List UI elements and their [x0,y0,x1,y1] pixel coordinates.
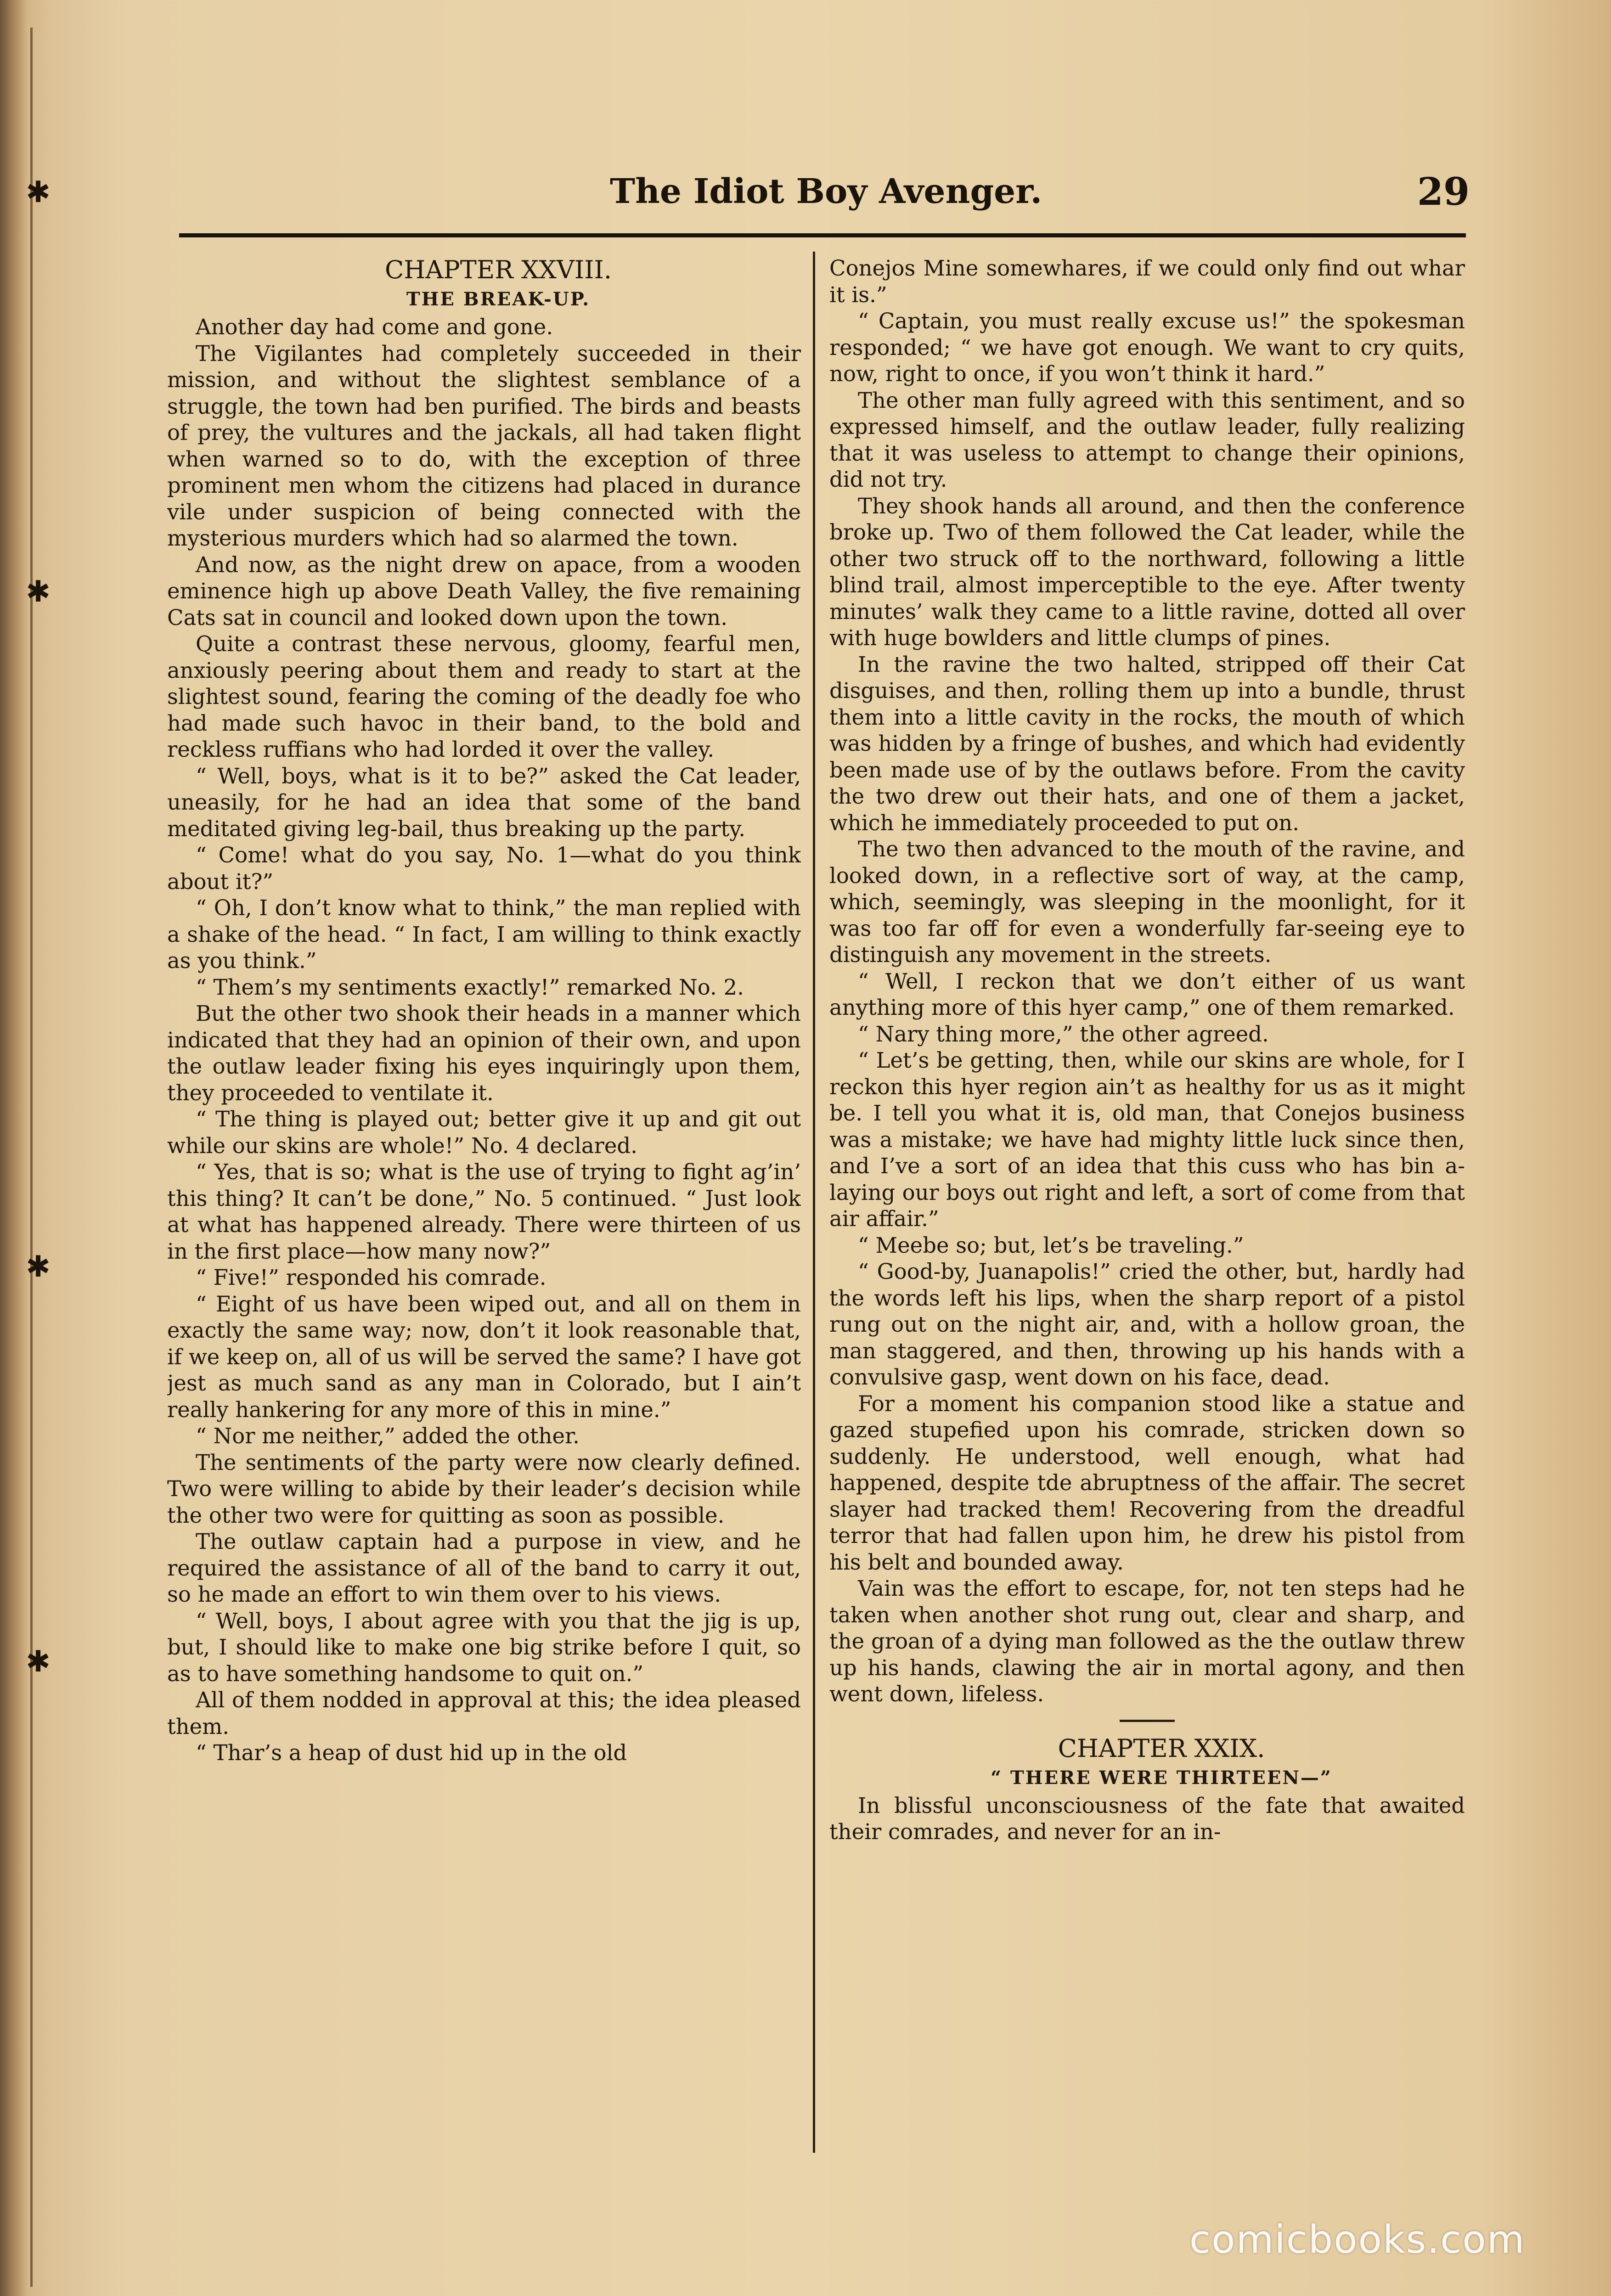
paragraph: “ Thar’s a heap of dust hid up in the old [196,1740,627,1765]
paragraph: “ Eight of us have been wiped out, and all on them in exactly the same way; now, don’t it look reasonable that, if we keep on, all of us will be served the same? I have got jest as much sand as any man in Colorado, but I ain’t really hankering for any more of this in mine.” [167,1291,801,1422]
page-number: 29 [1417,170,1470,214]
paragraph: In the ravine the two halted, stripped off their Cat disguises, and then, rolling them up into a bundle, thrust them into a little cavity in the rocks, the mouth of which was hidden by a fringe of bushes, and which had evidently been made use of by the outlaws before. From the cavity the two drew out their hats, and one of them a jacket, which he immediately proceeded to put on. [829,652,1465,835]
column-divider [813,252,815,2153]
paragraph: “ Good-by, Juanapolis!” cried the other, but, hardly had the words left his lips, when the sharp report of a pistol rung out on the night air, and, with a hollow groan, the man staggered, and then, throwing up his hands with a convulsive gasp, went down on his face, dead. [829,1259,1465,1390]
paragraph: “ Meebe so; but, let’s be traveling.” [858,1232,1244,1258]
paragraph: “ The thing is played out; better give it up and git out while our skins are whole!” No. 4 declared. [167,1107,801,1158]
paragraph: The outlaw captain had a purpose in view, and he required the assistance of all of the band to carry it out, so he made an effort to win them over to his views. [167,1529,801,1607]
paragraph: The two then advanced to the mouth of the ravine, and looked down, in a reflective sort of way, at the camp, which, seemingly, was sleeping in the moonlight, for it was too far off for even a wonderfully far-seeing eye to distinguish any movement in the streets. [829,837,1465,967]
spine-edge [30,28,33,2287]
left-column [167,255,801,2156]
paragraph: “ Nor me neither,” added the other. [196,1424,580,1448]
right-column [829,255,1465,2156]
binding-stitch-icon: ✱ [26,575,51,609]
binding-stitch-icon: ✱ [26,1250,51,1284]
chapter-subtitle: THE BREAK-UP. [406,288,591,310]
chapter-subtitle: “ THERE WERE THIRTEEN—” [991,1767,1332,1789]
paragraph: For a moment his companion stood like a statue and gazed stupefied upon his comrade, stricken down so suddenly. He understood, well enough, what had happened, despite tde abruptness of the affair. The secret slayer had tracked them! Recovering from the dreadful terror that had fallen upon him, he drew his pistol from his belt and bounded away. [829,1391,1465,1575]
watermark: comicbooks.com [1189,2217,1526,2262]
paragraph: “ Yes, that is so; what is the use of trying to fight ag’in’ this thing? It can’t be done,” No. 5 continued. “ Just look at what has happened already. There were thirteen of us in the first place—how many now?” [167,1159,801,1264]
binding-stitch-icon: ✱ [26,175,51,209]
page-header [179,165,1470,220]
paragraph: “ Oh, I don’t know what to think,” the man replied with a shake of the head. “ In fact, I am willing to think exactly as you think.” [167,895,801,973]
paragraph: The Vigilantes had completely succeeded in their mission, and without the slightest semblance of a struggle, the town had ben purified. The birds and beasts of prey, the vultures and the jackals, all had taken flight when warned so to do, with the exception of three prominent men whom the citizens had placed in durance vile under suspicion of being connected with the mysterious murders which had so alarmed the town. [167,341,801,551]
paragraph: “ Let’s be getting, then, while our skins are whole, for I reckon this hyer region ain’t as healthy for us as it might be. I tell you what it is, old man, that Conejos business was a mistake; we have had mighty little luck since then, and I’ve a sort of an idea that this cuss who has bin a-laying our boys out right and left, a sort of come from that air affair.” [829,1048,1465,1231]
paragraph: “ Well, I reckon that we don’t either of us want anything more of this hyer camp,” one of them remarked. [829,968,1465,1020]
paragraph: “ Captain, you must really excuse us!” the spokesman responded; “ we have got enough. We want to cry quits, now, right to once, if you won’t think it hard.” [829,309,1465,386]
paragraph: Quite a contrast these nervous, gloomy, fearful men, anxiously peering about them and ready to start at the slightest sound, fearing the coming of the deadly foe who had made such havoc in their band, to the bold and reckless ruffians who had lorded it over the valley. [167,631,801,762]
paragraph: The other man fully agreed with this sentiment, and so expressed himself, and the outlaw leader, fully realizing that it was useless to attempt to change their opinions, did not try. [829,388,1465,492]
chapter-heading: CHAPTER XXIX. [1058,1733,1265,1763]
paragraph: They shook hands all around, and then the conference broke up. Two of them followed the Cat leader, while the other two struck off to the northward, following a little blind trail, almost imperceptible to the eye. After twenty minutes’ walk they came to a little ravine, dotted all over with huge bowlders and little clumps of pines. [829,493,1465,650]
paragraph: Another day had come and gone. [196,315,553,339]
paragraph: Vain was the effort to escape, for, not ten steps had he taken when another shot rung out, clear and sharp, and the groan of a dying man followed as the the outlaw threw up his hands, clawing the air in mortal agony, and then went down, lifeless. [829,1576,1465,1706]
paragraph: “ Well, boys, I about agree with you that the jig is up, but, I should like to make one big strike before I quit, so as to have something handsome to quit on.” [167,1608,801,1686]
section-rule [1120,1720,1175,1722]
paragraph: But the other two shook their heads in a manner which indicated that they had an opinion of their own, and upon the outlaw leader fixing his eyes inquiringly upon them, they proceeded to ventilate it. [167,1001,801,1105]
paragraph: The sentiments of the party were now clearly defined. Two were willing to abide by their leader’s decision while the other two were for quitting as soon as possible. [167,1450,801,1528]
paragraph: “ Them’s my sentiments exactly!” remarked No. 2. [196,974,744,1000]
paragraph: “ Five!” responded his comrade. [196,1265,546,1290]
paragraph: And now, as the night drew on apace, from a wooden eminence high up above Death Valley, the five remaining Cats sat in council and looked down upon the town. [167,552,801,630]
header-rule [179,233,1466,237]
paragraph: “ Nary thing more,” the other agreed. [858,1021,1269,1047]
book-binding [0,0,28,2296]
paragraph: In blissful unconsciousness of the fate that awaited their comrades, and never for an in- [829,1793,1465,1844]
paragraph: All of them nodded in approval at this; the idea pleased them. [167,1688,801,1739]
binding-stitch-icon: ✱ [26,1645,51,1679]
paragraph: Conejos Mine somewhares, if we could only find out whar it is.” [829,256,1465,307]
paragraph: “ Well, boys, what is it to be?” asked the Cat leader, uneasily, for he had an idea that some of the band meditated giving leg-bail, thus breaking up the party. [167,763,801,841]
paragraph: “ Come! what do you say, No. 1—what do you think about it?” [167,843,801,894]
running-title: The Idiot Boy Avenger. [610,172,1042,211]
chapter-heading: CHAPTER XXVIII. [384,255,612,284]
